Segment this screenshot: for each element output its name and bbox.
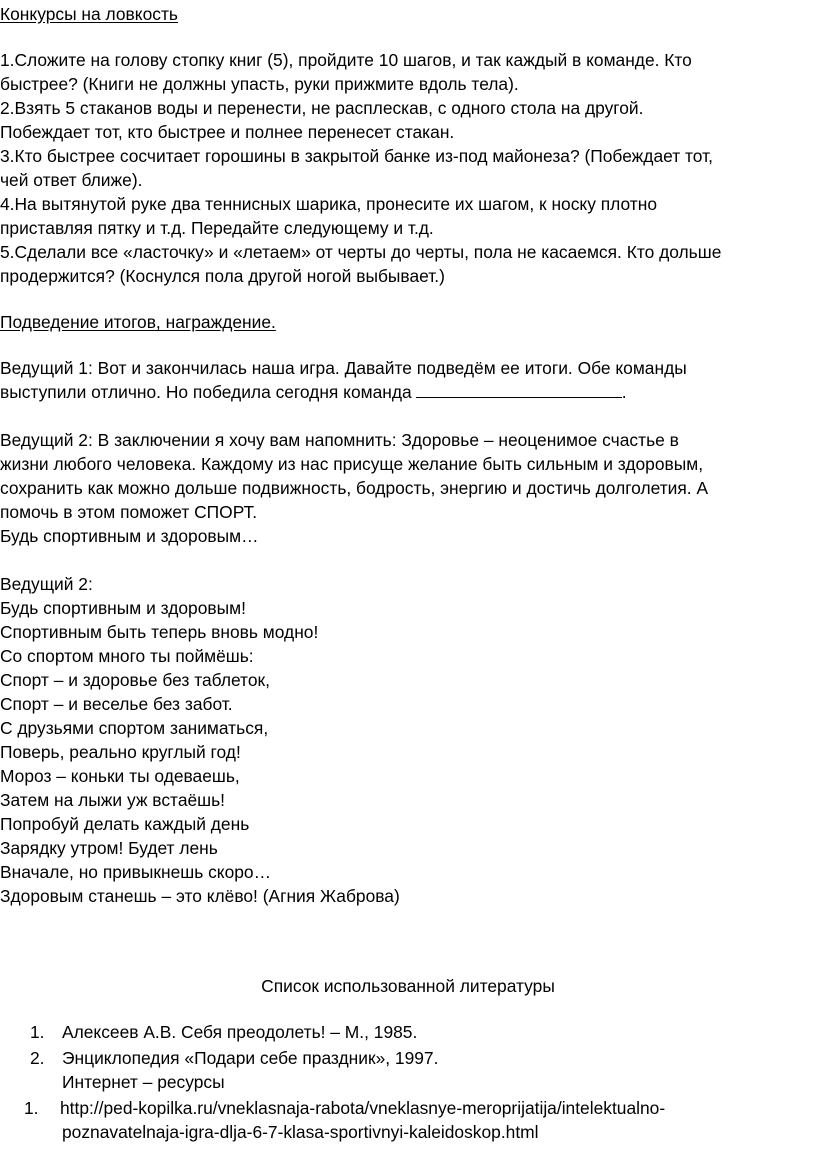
web-reference-url-part-2[interactable]: poznavatelnaja-igra-dlja-6-7-klasa-sportivnyi-kaleidoskop.html	[62, 1122, 539, 1142]
poem-speaker: Ведущий 2:	[0, 574, 93, 594]
poem-line: Будь спортивным и здоровым!	[0, 598, 246, 618]
poem-line: Спортивным быть теперь вновь модно!	[0, 622, 319, 642]
host2-line-5: Будь спортивным и здоровым…	[0, 526, 259, 546]
poem-line: С друзьями спортом заниматься,	[0, 718, 269, 738]
contest-item-2-line-1: 2.Взять 5 стаканов воды и перенести, не расплескав, с одного стола на другой.	[0, 98, 644, 118]
host2-line-2: жизни любого человека. Каждому из нас присуще желание быть сильным и здоровым,	[0, 454, 704, 474]
internet-resources-label: Интернет – ресурсы	[62, 1072, 225, 1092]
references-title: Список использованной литературы	[261, 976, 555, 996]
host1-line-2-text: выступили отлично. Но победила сегодня команда	[0, 382, 412, 402]
contest-item-3-line-2: чей ответ ближе).	[0, 170, 143, 190]
reference-number: 2.	[30, 1048, 45, 1068]
contest-item-2-line-2: Побеждает тот, кто быстрее и полнее перенесет стакан.	[0, 122, 455, 142]
contest-item-3-line-1: 3.Кто быстрее сосчитает горошины в закрытой банке из-под майонеза? (Побеждает тот,	[0, 146, 713, 166]
contest-item-1-line-2: быстрее? (Книги не должны упасть, руки прижмите вдоль тела).	[0, 74, 519, 94]
contests-heading: Конкурсы на ловкость	[0, 4, 178, 24]
contest-item-4-line-1: 4.На вытянутой руке два теннисных шарика, пронесите их шагом, к носку плотно	[0, 194, 658, 214]
contest-item-5-line-2: продержится? (Коснулся пола другой ногой выбывает.)	[0, 266, 445, 286]
host2-line-4: помочь в этом поможет СПОРТ.	[0, 502, 258, 522]
web-reference-url-part-1[interactable]: http://ped-kopilka.ru/vneklasnaja-rabota/vneklasnye-meroprijatija/intelektualno-	[60, 1098, 666, 1118]
reference-text: Алексеев А.В. Себя преодолеть! – М., 1985.	[62, 1022, 418, 1042]
poem-line: Спорт – и здоровье без таблеток,	[0, 670, 270, 690]
poem-line: Спорт – и веселье без забот.	[0, 694, 233, 714]
contest-item-1-line-1: 1.Сложите на голову стопку книг (5), пройдите 10 шагов, и так каждый в команде. Кто	[0, 50, 692, 70]
host1-line-1: Ведущий 1: Вот и закончилась наша игра. Давайте подведём ее итоги. Обе команды	[0, 358, 687, 378]
poem-line: Здоровым станешь – это клёво! (Агния Жаброва)	[0, 886, 400, 906]
summary-heading: Подведение итогов, награждение.	[0, 312, 276, 332]
poem-line: Поверь, реально круглый год!	[0, 742, 241, 762]
host2-line-1: Ведущий 2: В заключении я хочу вам напомнить: Здоровье – неоценимое счастье в	[0, 430, 679, 450]
web-reference-number: 1.	[24, 1098, 39, 1118]
poem-line: Затем на лыжи уж встаёшь!	[0, 790, 226, 810]
host1-line-2	[0, 380, 812, 404]
reference-number: 1.	[30, 1022, 45, 1042]
poem-line: Со спортом много ты поймёшь:	[0, 646, 254, 666]
contest-item-5-line-1: 5.Сделали все «ласточку» и «летаем» от черты до черты, пола не касаемся. Кто дольше	[0, 242, 722, 262]
host2-line-3: сохранить как можно дольше подвижность, бодрость, энергию и достичь долголетия. А	[0, 478, 709, 498]
poem-line: Зарядку утром! Будет лень	[0, 838, 218, 858]
poem-line: Мороз – коньки ты одеваешь,	[0, 766, 240, 786]
host1-line-2-end: .	[621, 382, 627, 402]
reference-text: Энциклопедия «Подари себе праздник», 1997.	[62, 1048, 439, 1068]
poem-line: Вначале, но привыкнешь скоро…	[0, 862, 271, 882]
contest-item-4-line-2: приставляя пятку и т.д. Передайте следующему и т.д.	[0, 218, 434, 238]
winner-blank-line	[416, 396, 622, 398]
poem-line: Попробуй делать каждый день	[0, 814, 250, 834]
